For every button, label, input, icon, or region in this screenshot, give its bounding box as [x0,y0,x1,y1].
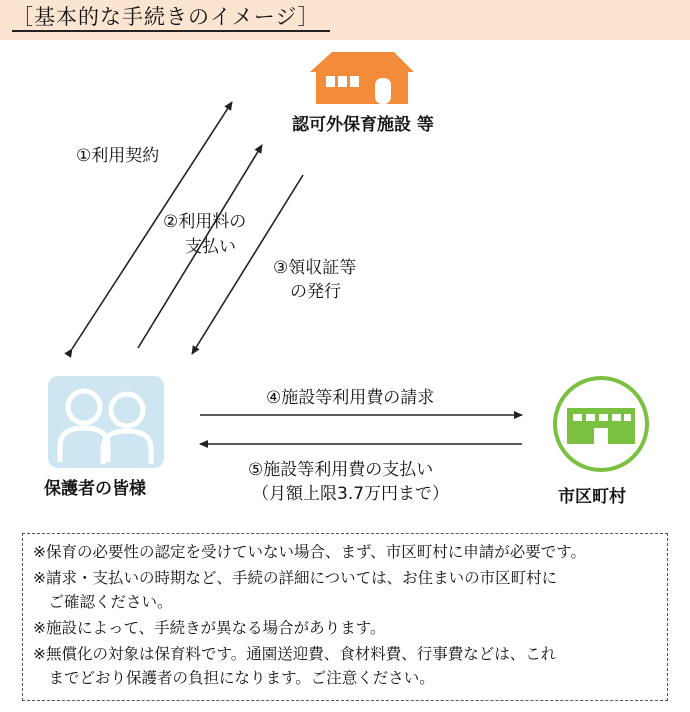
page-title: ［基本的な手続きのイメージ］ [12,5,320,29]
notes-box [22,533,668,701]
note-line: までどおり保護者の負担になります。ご注意ください。 [33,669,435,687]
note-line: ※施設によって、手続きが異なる場合があります。 [33,619,386,637]
parents-label: 保護者の皆様 [44,479,146,499]
step3-label-line1: ③領収証等 [273,258,357,278]
note-line: ご確認ください。 [33,593,173,611]
step5-label-line1: ⑤施設等利用費の支払い [248,460,434,480]
municipality-icon [555,378,647,470]
step5-label-line2: （月額上限3.7万円まで） [252,484,450,504]
step2-label-line1: ②利用料の [163,212,247,232]
note-line: ※無償化の対象は保育料です。通園送迎費、食材料費、行事費などは、これ [33,645,557,663]
step3-label-line2: の発行 [290,282,341,302]
step4-label: ④施設等利用費の請求 [266,388,435,408]
facility-label: 認可外保育施設 等 [292,115,434,135]
parents-icon [48,376,164,468]
note-line: ※保育の必要性の認定を受けていない場合、まず、市区町村に申請が必要です。 [33,543,587,561]
step2-label-line2: 支払い [185,237,236,257]
step1-label: ①利用契約 [76,146,160,166]
house-icon [310,52,414,104]
note-line: ※請求・支払いの時期など、手続の詳細については、お住まいの市区町村に [33,569,558,587]
municipality-label: 市区町村 [558,487,626,507]
